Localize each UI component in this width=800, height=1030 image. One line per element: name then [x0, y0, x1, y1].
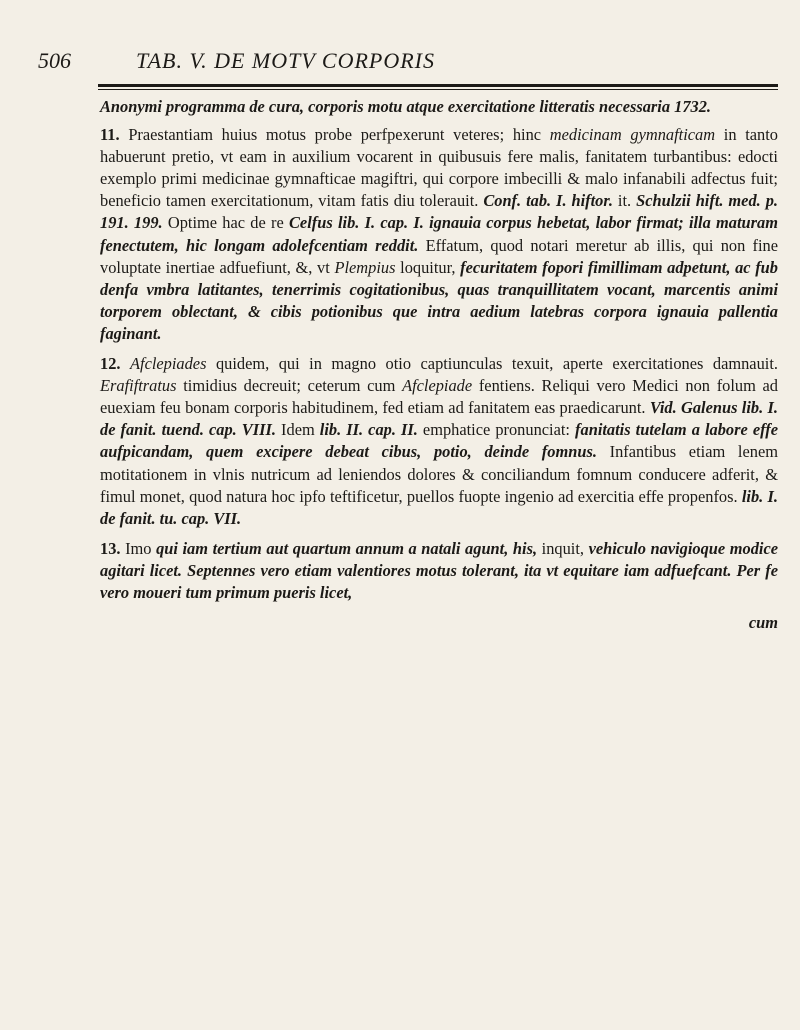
- quotation: qui iam tertium aut quartum annum a natali agunt, his,: [156, 538, 538, 558]
- quotation: fanitatis tutelam a labore effe aufpicandam, quem excipere debeat cibus, potio, deinde fomnus.: [100, 420, 779, 462]
- header-rule: [98, 84, 778, 87]
- quotation: fecuritatem fopori fimillimam adpetunt, ac fub denfa vmbra latitantes, tenerrimis cogitationibus, quas tranquillitatem vocant, marcentis animi torporem oblectant, & cibis potionibus que intra aedium latebras corpora ignauia pallentia faginant.: [100, 257, 778, 343]
- text-run: in tanto habuerunt pretio, vt eam in auxilium vocarent in quibusuis fere malis, fanitatem turbantibus: edocti exemplo primi medicinae gymnafticae magiftri, qui corpore imbecilli & malo infanabili adfectus fuit; beneficio tamen exercitationum, vitam fatis diu tolerauit.: [100, 125, 779, 211]
- text-run: fentiens. Reliqui vero Medici non folum ad euexiam feu bonam corporis habitudinem, fed etiam ad fanitatem eas praedicarunt.: [100, 376, 779, 418]
- text-run: inquit,: [537, 538, 589, 558]
- text-run: Imo: [120, 538, 157, 558]
- text-run: Infantibus etiam lenem motitationem in vlnis nutricum ad leniendos dolores & conciliandum fomnum conducere adferit, & fimul monet, quod natura hoc ipfo teftificetur, puellos fuopte ingenio ad exercitia effe propenfos.: [100, 442, 778, 506]
- paragraph-12: [100, 353, 778, 530]
- italic-run: Afclepiade: [402, 376, 473, 396]
- reference-title: Anonymi programma de cura, corporis motu atque exercitatione litteratis necessaria 1732.: [100, 97, 712, 116]
- running-title: TAB. V. DE MOTV CORPORIS: [136, 48, 435, 73]
- body-text: [100, 96, 778, 634]
- text-run: loquitur,: [395, 257, 461, 277]
- italic-run: Plempius: [334, 257, 396, 277]
- citation: Schulzii hift. med. p. 191. 199.: [100, 191, 778, 233]
- paragraph-number: 12.: [100, 354, 121, 374]
- citation: Vid. Galenus lib. I. de fanit. tuend. cap. VIII.: [100, 398, 778, 440]
- text-run: quidem, qui in magno otio captiunculas texuit, aperte exercitationes damnauit.: [206, 354, 778, 374]
- citation: Conf. tab. I. hiftor.: [483, 191, 613, 211]
- quotation: Celfus lib. I. cap. I. ignauia corpus hebetat, labor firmat; illa maturam fenectutem, hic longam adolefcentiam reddit.: [100, 213, 778, 255]
- text-run: it.: [612, 191, 637, 211]
- catchword: cum: [748, 613, 778, 633]
- citation: lib. I. de fanit. tu. cap. VII.: [100, 486, 778, 528]
- page-number: 506: [38, 48, 71, 73]
- page-header: [38, 48, 758, 82]
- text-run: Optime hac de re: [162, 213, 289, 233]
- text-run: Praestantiam huius motus probe perfpexerunt veteres; hinc: [128, 125, 550, 145]
- text-run: timidius decreuit; ceterum cum: [176, 376, 403, 396]
- paragraph-number: 13.: [100, 538, 121, 558]
- italic-run: medicinam gymnafticam: [549, 125, 716, 145]
- italic-run: Afclepiades: [130, 354, 207, 374]
- quotation: vehiculo navigioque modice agitari licet. Septennes vero etiam valentiores motus tolerant, ita vt equitare iam adfuefcant. Per fe vero moueri tum primum pueris licet,: [100, 538, 779, 602]
- paragraph-11: [100, 124, 778, 345]
- text-run: Idem: [275, 420, 320, 440]
- italic-run: Erafiftratus: [100, 376, 177, 396]
- header-rule-thin: [98, 89, 778, 90]
- paragraph-number: 11.: [100, 125, 120, 145]
- paragraph-13: [100, 538, 778, 604]
- text-run: emphatice pronunciat:: [417, 420, 576, 440]
- text-run: Effatum, quod notari meretur ab illis, qui non fine voluptate inertiae adfuefiunt, &, vt: [100, 235, 778, 277]
- citation: lib. II. cap. II.: [319, 420, 418, 440]
